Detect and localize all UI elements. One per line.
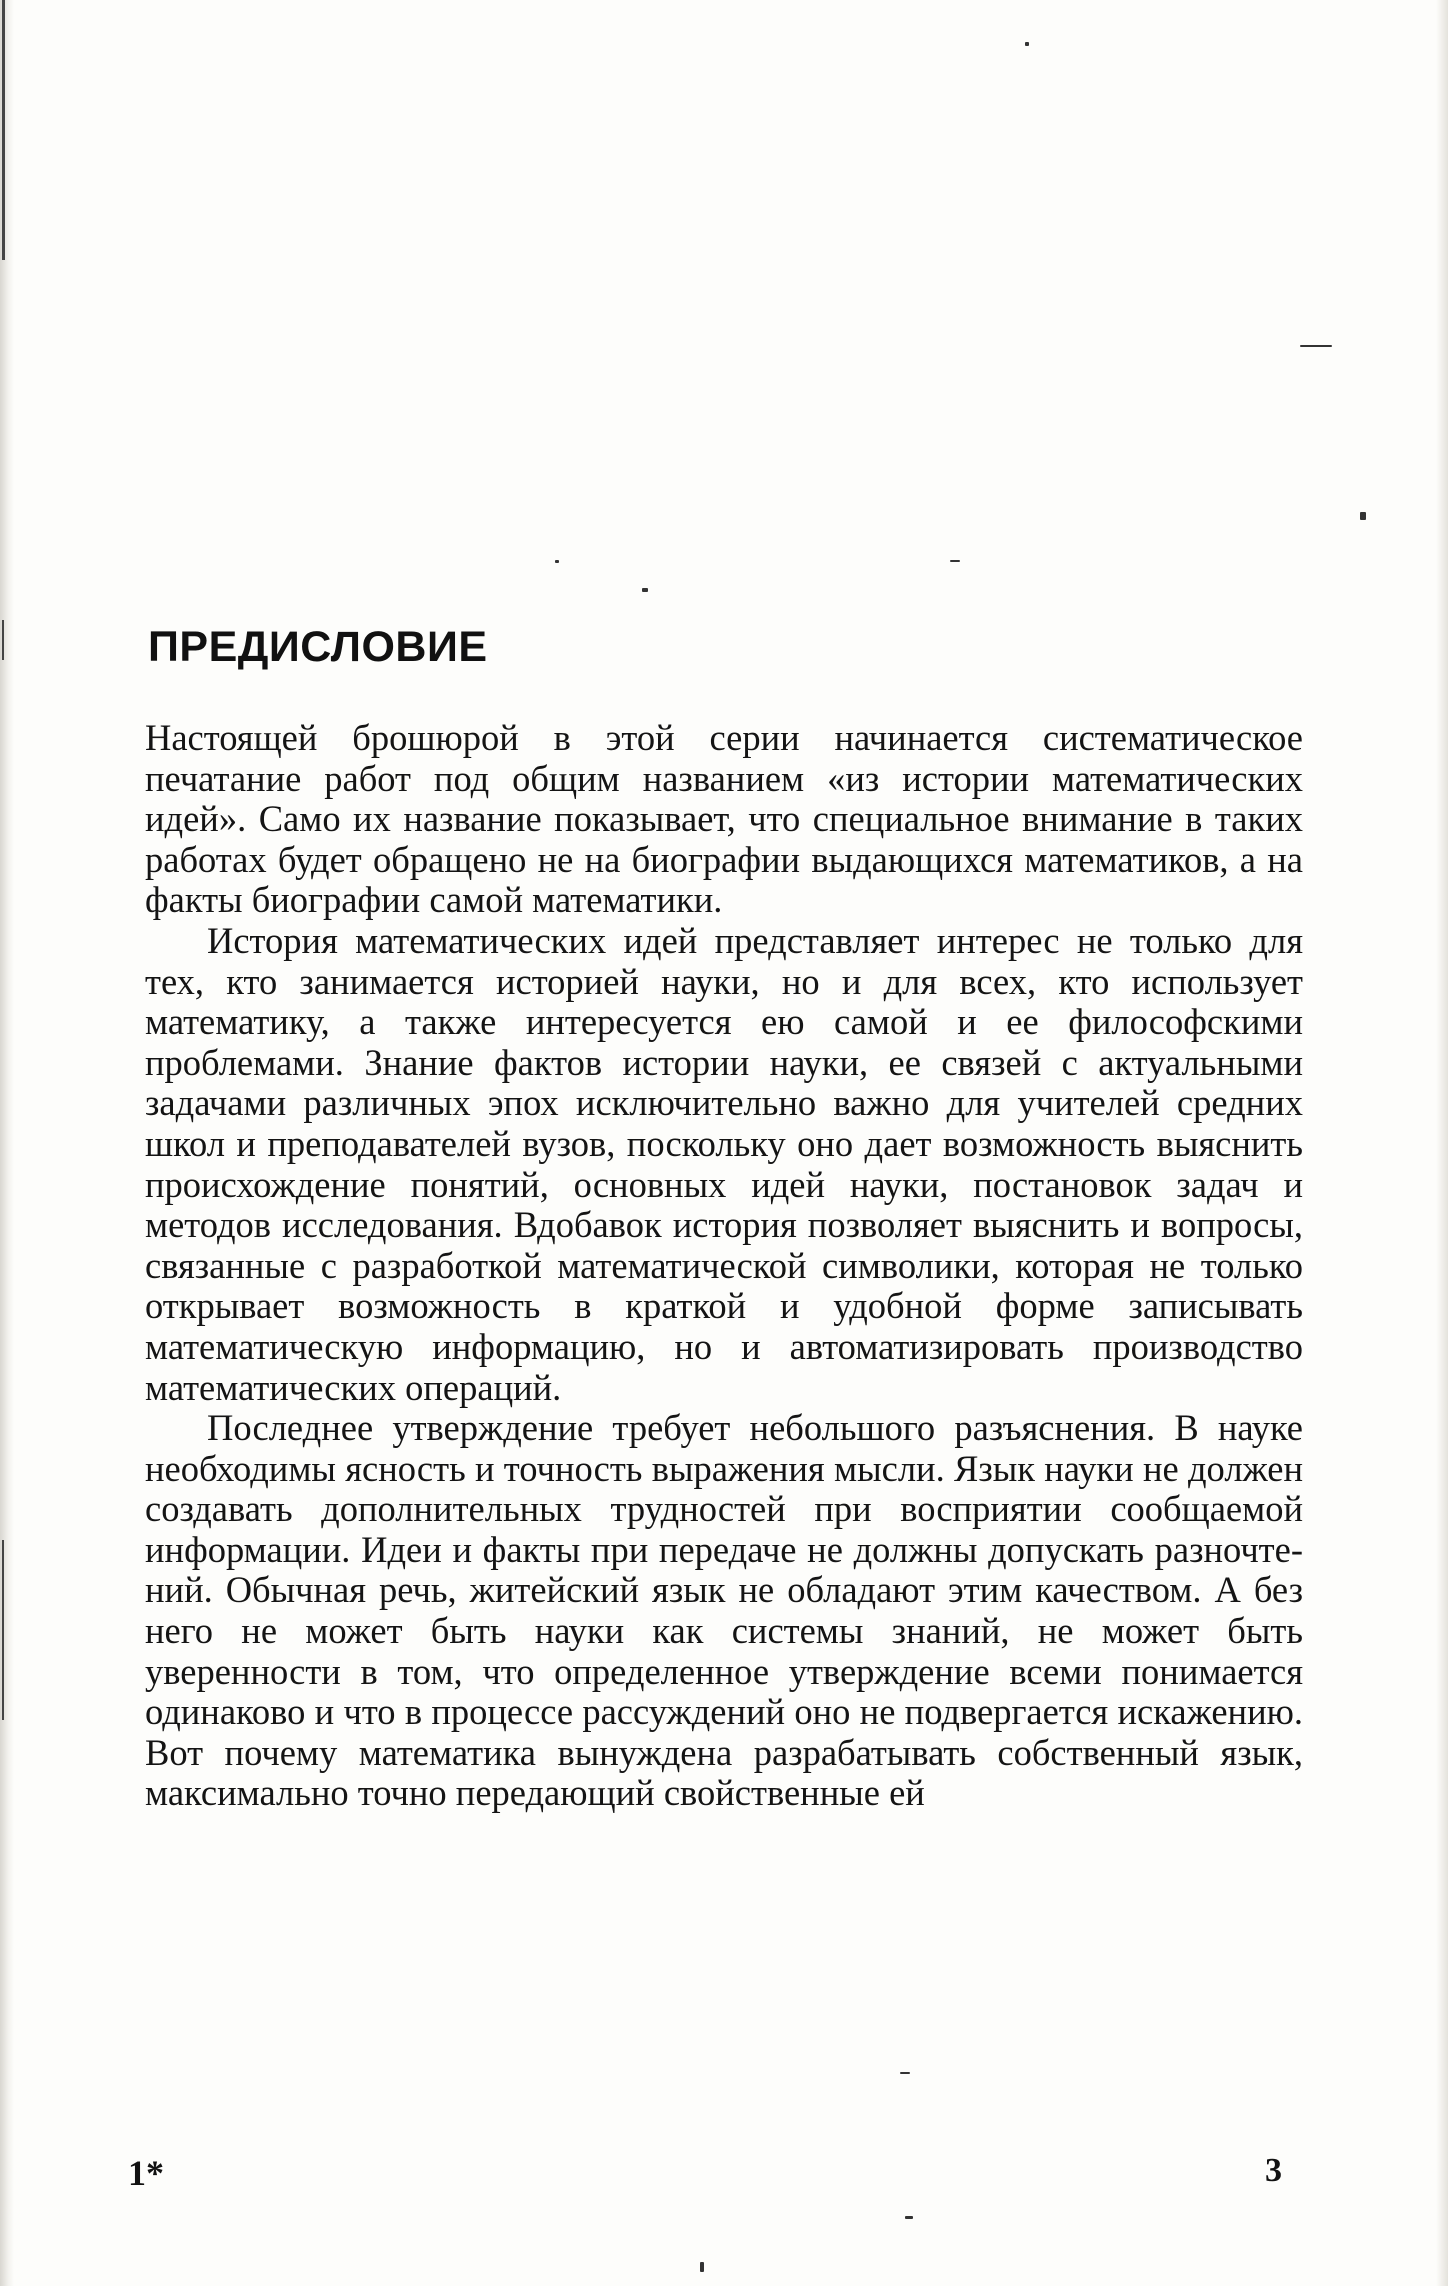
print-speck (1025, 42, 1029, 46)
paragraph: Настоящей брошюрой в этой серии начинается систематическое печатание работ под общим названием «из истории математических идей». Само их название показывает, что специальное внимание в таких работах будет обращено не на биографии выдающихся математиков, а на факты биографии самой математики. (145, 717, 1303, 921)
print-speck (700, 2262, 704, 2272)
print-speck (1300, 345, 1332, 347)
preface-body (145, 718, 1303, 1814)
binding-mark (2, 1540, 4, 1720)
page-title: ПРЕДИСЛОВИЕ (148, 623, 488, 671)
print-speck (555, 560, 559, 563)
paragraph: Последнее утверждение требует небольшого разъяснения. В науке необходимы ясность и точность выражения мысли. Язык науки не должен создавать дополнительных трудностей при восприятии сообщаемой информации. Идеи и факты при передаче не должны допускать разночтений. Обычная речь, житейский язык не обладают этим качеством. А без него не может быть науки как системы знаний, не может быть уверенности в том, что определенное утверждение всеми понимается одинаково и что в процессе рассуждений оно не подвергается искажению. Вот почему математика вынуждена разрабатывать собственный язык, максимально точно передающий свойственные ей (145, 1407, 1303, 1814)
print-speck (642, 588, 648, 592)
print-speck (900, 2072, 910, 2074)
signature-mark: 1* (128, 2153, 164, 2193)
paragraph: История математических идей представляет интерес не только для тех, кто занимается историей науки, но и для всех, кто использует математику, а также интересуется ею самой и ее философскими проблемами. Знание фактов истории науки, ее связей с актуальными задачами различных эпох исключительно важно для учителей средних школ и преподавателей вузов, поскольку оно дает возможность выяснить происхождение понятий, основных идей науки, постановок задач и методов исследования. Вдобавок история позволяет выяснить и вопросы, связанные с разработкой математической символики, которая не только открывает возможность в краткой и удобной форме записывать математическую информацию, но и автоматизировать производство математических операций. (145, 919, 1303, 1408)
binding-mark (2, 0, 5, 260)
print-speck (1360, 512, 1366, 520)
print-speck (950, 560, 960, 562)
page-number: 3 (1265, 2152, 1282, 2189)
page-right-edge (1436, 0, 1448, 2286)
page-left-edge (0, 0, 14, 2286)
binding-mark (2, 620, 4, 660)
print-speck (905, 2216, 913, 2219)
